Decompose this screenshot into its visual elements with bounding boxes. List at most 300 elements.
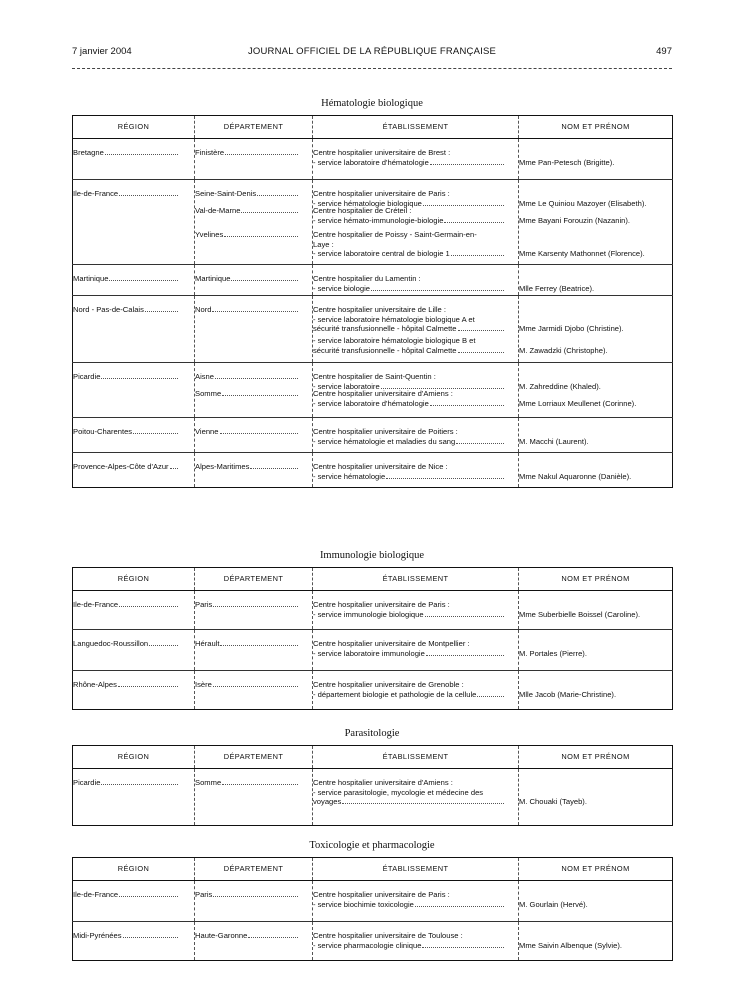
establishment-line [313,890,518,900]
cell-department [195,671,313,710]
establishment-line-text: Centre hospitalier universitaire de Brest : [313,148,451,157]
person-name [519,610,672,620]
cell-name [519,671,673,710]
establishment-line-text: - service laboratoire hématologie biologique B et [313,336,476,345]
person-name-text: M. Macchi (Laurent). [519,436,589,446]
establishment-line [313,788,518,798]
person-name [519,797,672,807]
leader-dots [149,645,178,646]
header-page-number: 497 [656,46,672,57]
leader-dots [241,212,298,213]
department-block [195,296,312,334]
department-label [195,305,312,315]
person-name-text: Mme Suberbielle Boissel (Caroline). [519,609,641,619]
column-header-departement: DÉPARTEMENT [195,858,313,881]
establishment-line [313,346,518,356]
establishment-block [313,630,518,670]
table-row [73,265,673,296]
leader-dots [458,330,504,331]
establishment-line [313,372,518,382]
establishment-block [313,228,518,264]
establishment-line-text: - service hématologie biologique [313,198,422,208]
cell-region [73,630,195,671]
leader-dots [109,280,178,281]
establishment-line [313,216,518,226]
establishment-line-text: Centre hospitalier de Poissy - Saint-Germain-en- [313,230,477,239]
leader-dots [213,896,298,897]
department-label [195,148,312,158]
column-header-etablissement: ÉTABLISSEMENT [313,116,519,139]
leader-dots [422,947,504,948]
cell-name [519,296,673,363]
cell-region [73,418,195,453]
establishment-line-text: - service laboratoire central de biologie 1 [313,249,450,258]
person-name-text: M. Zahreddine (Khaled). [519,381,601,391]
department-label-text: Vienne [195,427,219,436]
person-name [519,249,672,259]
leader-dots [415,906,504,907]
region-block [73,265,194,295]
establishment-block [313,387,518,417]
cell-establishment [313,671,519,710]
region-label [73,372,194,382]
establishment-block [313,418,518,452]
person-name-text: Mme Pan-Petesch (Brigitte). [519,157,615,167]
region-label [73,639,194,649]
region-label-text: Rhône-Alpes [73,680,117,689]
establishment-line-text: Centre hospitalier universitaire de Paris : [313,189,450,198]
department-label [195,680,312,690]
region-label [73,890,194,900]
department-label [195,274,312,284]
table-3 [72,857,673,961]
establishment-line-text: sécurité transfusionnelle - hôpital Calmette [313,324,457,333]
header-date: 7 janvier 2004 [72,46,132,57]
establishment-line-text: - service hématologie et maladies du sang [313,436,456,446]
cell-establishment [313,453,519,488]
region-label [73,680,194,690]
establishment-line-text: Centre hospitalier universitaire de Poitiers : [313,427,458,436]
person-name-text: M. Gourlain (Hervé). [519,899,588,909]
name-block [519,591,672,629]
leader-dots [213,686,298,687]
department-block [195,363,312,387]
establishment-line [313,336,518,346]
name-block [519,671,672,709]
name-block [519,180,672,208]
region-block [73,769,194,825]
establishment-line-text: Centre hospitalier universitaire de Grenoble : [313,680,464,689]
column-header-departement: DÉPARTEMENT [195,568,313,591]
department-block [195,922,312,960]
department-block [195,265,312,295]
establishment-line [313,931,518,941]
cell-department [195,363,313,418]
establishment-line [313,148,518,158]
establishment-line [313,778,518,788]
establishment-line [313,437,518,447]
department-label-text: Val-de-Marne [195,206,241,215]
person-name-text: Mme Bayani Forouzin (Nazanin). [519,215,630,225]
cell-name [519,591,673,630]
cell-department [195,591,313,630]
department-block [195,630,312,670]
establishment-line [313,472,518,482]
establishment-line-text: - service hémato-immunologie-biologie [313,215,444,225]
cell-region [73,591,195,630]
establishment-line-text: - service laboratoire immunologie [313,648,425,658]
cell-region [73,180,195,265]
person-name-text: Mme Nakul Aquaronne (Danièle). [519,471,632,481]
leader-dots [477,696,504,697]
region-label-text: Midi-Pyrénées [73,931,122,940]
cell-department [195,453,313,488]
cell-department [195,418,313,453]
establishment-line-text: - service biologie [313,283,370,293]
cell-name [519,180,673,265]
name-block [519,296,672,334]
cell-name [519,139,673,180]
leader-dots [458,352,504,353]
person-name [519,437,672,447]
leader-dots [371,290,504,291]
name-block [519,139,672,179]
cell-department [195,180,313,265]
establishment-block [313,922,518,960]
cell-department [195,265,313,296]
column-header-nom-prenom: NOM ET PRÉNOM [519,858,673,881]
establishment-line-text: Laye : [313,239,334,249]
section-title: Toxicologie et pharmacologie [309,840,435,851]
person-name-text: Mme Karsenty Mathonnet (Florence). [519,249,645,258]
establishment-line-text: - service hématologie [313,471,386,481]
cell-establishment [313,139,519,180]
region-block [73,228,194,264]
column-header-nom-prenom: NOM ET PRÉNOM [519,568,673,591]
establishment-block [313,204,518,228]
establishment-line [313,797,518,807]
region-block [73,296,194,334]
region-label [73,778,194,788]
table-row [73,453,673,488]
department-label [195,639,312,649]
name-block [519,204,672,228]
table-row [73,418,673,453]
column-header-etablissement: ÉTABLISSEMENT [313,858,519,881]
leader-dots [426,655,504,656]
person-name-text: Mlle Ferrey (Beatrice). [519,283,595,293]
establishment-line-text: Centre hospitalier universitaire de Lille : [313,305,446,314]
name-block [519,453,672,487]
establishment-line [313,189,518,199]
establishment-line [313,900,518,910]
establishment-line-text: sécurité transfusionnelle - hôpital Calmette [313,345,457,355]
person-name [519,941,672,951]
person-name [519,690,672,700]
cell-name [519,630,673,671]
leader-dots [430,164,504,165]
region-label-text: Picardie [73,372,101,381]
table-2 [72,745,673,826]
leader-dots [250,468,298,469]
table-header-row [73,858,673,881]
column-header-departement: DÉPARTEMENT [195,746,313,769]
establishment-line [313,274,518,284]
region-block [73,387,194,417]
leader-dots [119,195,178,196]
establishment-line-text: Centre hospitalier universitaire d'Amiens : [313,778,453,787]
leader-dots [123,937,178,938]
establishment-block [313,265,518,295]
cell-department [195,630,313,671]
region-label [73,148,194,158]
establishment-line-text: Centre hospitalier du Lamentin : [313,274,421,283]
department-block [195,881,312,921]
establishment-line [313,690,518,700]
person-name-text: Mme Saivin Albenque (Sylvie). [519,940,622,950]
region-label [73,305,194,315]
cell-name [519,418,673,453]
name-block [519,334,672,362]
cell-name [519,769,673,826]
cell-name [519,363,673,418]
establishment-line [313,427,518,437]
region-block [73,334,194,362]
name-block [519,881,672,921]
column-header-etablissement: ÉTABLISSEMENT [313,746,519,769]
region-label-text: Nord - Pas-de-Calais [73,305,144,314]
name-block [519,387,672,417]
region-block [73,922,194,960]
person-name [519,472,672,482]
person-name [519,324,672,334]
person-name-text: Mme Le Quiniou Mazoyer (Elisabeth). [519,198,647,208]
leader-dots [222,395,298,396]
department-block [195,204,312,228]
region-label [73,600,194,610]
cell-establishment [313,363,519,418]
person-name-text: M. Zawadzki (Christophe). [519,345,608,355]
person-name [519,649,672,659]
leader-dots [118,686,178,687]
leader-dots [386,478,504,479]
establishment-line-text: - service laboratoire [313,381,380,391]
leader-dots [225,154,298,155]
establishment-line-text: - service biochimie toxicologie [313,899,414,909]
establishment-line-text: - service laboratoire d'hématologie [313,157,429,167]
establishment-line-text: Centre hospitalier universitaire d'Amiens : [313,389,453,398]
leader-dots [430,405,504,406]
department-block [195,418,312,452]
table-row [73,630,673,671]
leader-dots [224,236,298,237]
person-name [519,900,672,910]
department-block [195,453,312,487]
leader-dots [220,433,298,434]
cell-establishment [313,591,519,630]
department-label-text: Somme [195,778,222,787]
establishment-line-text: voyages [313,797,342,806]
cell-name [519,453,673,488]
cell-region [73,363,195,418]
department-label-text: Hérault [195,639,220,648]
department-label-text: Finistère [195,148,225,157]
leader-dots [220,645,298,646]
person-name-text: M. Portales (Pierre). [519,648,587,658]
department-label-text: Yvelines [195,230,224,239]
region-block [73,591,194,629]
department-label-text: Paris [195,600,213,609]
leader-dots [215,378,298,379]
establishment-line [313,240,518,250]
leader-dots [444,222,504,223]
header-journal-title: JOURNAL OFFICIEL DE LA RÉPUBLIQUE FRANÇAISE [247,46,497,57]
department-label-text: Aisne [195,372,214,381]
establishment-line [313,284,518,294]
leader-dots [231,280,298,281]
cell-establishment [313,418,519,453]
cell-establishment [313,922,519,961]
department-label-text: Somme [195,389,222,398]
establishment-line [313,206,518,216]
department-block [195,769,312,825]
region-block [73,671,194,709]
department-label-text: Haute-Garonne [195,931,248,940]
leader-dots [145,311,178,312]
cell-region [73,922,195,961]
department-block [195,591,312,629]
establishment-block [313,769,518,825]
region-block [73,363,194,387]
establishment-line-text: Centre hospitalier universitaire de Paris : [313,890,450,899]
table-1 [72,567,673,710]
establishment-block [313,139,518,179]
establishment-line-text: Centre hospitalier universitaire de Montpellier : [313,639,470,648]
table-header-row [73,116,673,139]
table-header-row [73,568,673,591]
table-row [73,671,673,710]
person-name [519,158,672,168]
department-block [195,228,312,264]
establishment-line [313,305,518,315]
region-label-text: Provence-Alpes-Côte d'Azur [73,462,169,471]
region-label [73,931,194,941]
region-label-text: Picardie [73,778,101,787]
establishment-block [313,453,518,487]
region-block [73,881,194,921]
region-label-text: Ile-de-France [73,189,119,198]
region-label [73,274,194,284]
establishment-line [313,158,518,168]
name-block [519,418,672,452]
establishment-line [313,324,518,334]
region-label [73,427,194,437]
establishment-block [313,363,518,391]
establishment-line [313,315,518,325]
leader-dots [257,195,298,196]
department-label [195,372,312,382]
name-block [519,630,672,670]
cell-region [73,139,195,180]
region-label-text: Martinique [73,274,109,283]
department-block [195,334,312,362]
column-header-nom-prenom: NOM ET PRÉNOM [519,746,673,769]
establishment-line-text: - service immunologie biologique [313,609,424,619]
person-name [519,216,672,226]
leader-dots [222,784,298,785]
region-block [73,453,194,487]
person-name [519,346,672,356]
column-header-departement: DÉPARTEMENT [195,116,313,139]
cell-department [195,296,313,363]
leader-dots [101,784,178,785]
cell-name [519,265,673,296]
person-name-text: M. Chouaki (Tayeb). [519,797,587,806]
region-label-text: Poitou-Charentes [73,427,133,436]
establishment-line-text: Centre hospitalier de Créteil : [313,206,412,215]
department-label [195,890,312,900]
establishment-line [313,230,518,240]
cell-region [73,881,195,922]
region-label-text: Bretagne [73,148,104,157]
table-row [73,363,673,418]
establishment-line [313,399,518,409]
leader-dots [456,443,504,444]
cell-region [73,769,195,826]
establishment-line-text: Centre hospitalier universitaire de Paris : [313,600,450,609]
table-row [73,881,673,922]
cell-region [73,296,195,363]
leader-dots [425,616,504,617]
establishment-line [313,600,518,610]
person-name-text: Mlle Jacob (Marie-Christine). [519,689,617,699]
region-label [73,189,194,199]
establishment-line [313,249,518,259]
header-rule [72,68,672,69]
section-title: Parasitologie [344,728,400,739]
department-label [195,462,312,472]
leader-dots [212,311,298,312]
cell-establishment [313,881,519,922]
section-title: Immunologie biologique [319,550,425,561]
establishment-line-text: Centre hospitalier de Saint-Quentin : [313,372,436,381]
establishment-block [313,591,518,629]
column-header-region: RÉGION [73,116,195,139]
cell-establishment [313,769,519,826]
establishment-block [313,671,518,709]
department-block [195,671,312,709]
leader-dots [451,255,504,256]
department-block [195,139,312,179]
region-block [73,418,194,452]
department-block [195,180,312,204]
leader-dots [119,896,178,897]
region-block [73,139,194,179]
department-label [195,206,312,216]
establishment-line [313,610,518,620]
region-label-text: Ile-de-France [73,600,119,609]
department-label [195,778,312,788]
column-header-nom-prenom: NOM ET PRÉNOM [519,116,673,139]
establishment-line [313,462,518,472]
table-row [73,769,673,826]
establishment-line [313,389,518,399]
department-label-text: Isère [195,680,212,689]
establishment-line [313,941,518,951]
region-label-text: Ile-de-France [73,890,119,899]
column-header-region: RÉGION [73,746,195,769]
establishment-line-text: Centre hospitalier universitaire de Nice : [313,462,448,471]
